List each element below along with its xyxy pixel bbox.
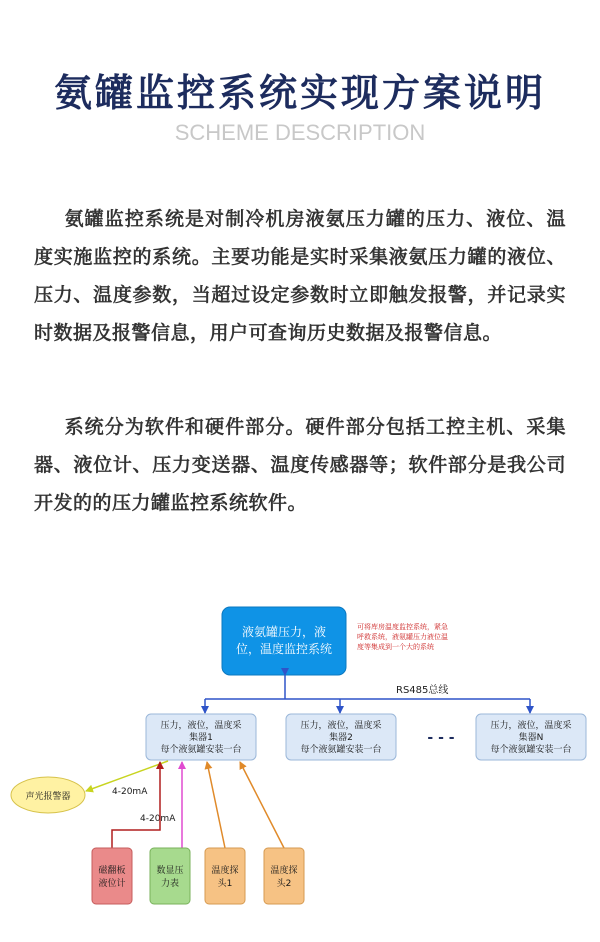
system-text: 系统分为软件和硬件部分。硬件部分包括工控主机、采集器、液位计、压力变送器、温度传感器等；软件部分是我公司开发的的压力罐监控系统软件。 (34, 416, 566, 514)
temp-probe-1-label: 头1 (217, 879, 233, 889)
intro-text: 氨罐监控系统是对制冷机房液氨压力罐的压力、液位、温度实施监控的系统。主要功能是实时采集液氨压力罐的液位、压力、温度参数，当超过设定参数时立即触发报警，并记录实时数据及报警信息，用户可查询历史数据及报警信息。 (34, 208, 566, 344)
temp-probe-2-label: 头2 (276, 879, 292, 889)
integration-note: 可将库房温度监控系统，紧急 (357, 623, 448, 631)
collector-1-label: 压力，液位，温度采 (160, 721, 242, 731)
level-meter-box (92, 848, 132, 904)
temp-probe-2-wire (240, 762, 284, 848)
temp-probe-2-label: 温度探 (270, 866, 298, 876)
system-diagram (0, 595, 600, 942)
level-meter-label: 磁翻板 (98, 866, 126, 876)
collector-n-label: 每个液氨罐安装一台 (490, 745, 572, 755)
collector-2-label: 集器2 (329, 733, 353, 743)
ellipsis-dots: - - - (427, 730, 455, 746)
temp-probe-1-label: 温度探 (211, 866, 239, 876)
page-title: 氨罐监控系统实现方案说明 (53, 71, 546, 115)
temp-probe-1-box (205, 848, 245, 904)
pressure-gauge-label: 力表 (160, 879, 180, 889)
pressure-gauge-box (150, 848, 190, 904)
collector-2-label: 每个液氨罐安装一台 (300, 745, 382, 755)
pressure-gauge-label: 数显压 (156, 866, 184, 876)
collector-1-label: 集器1 (189, 733, 213, 743)
level-meter-wire (112, 762, 160, 848)
level-meter-label: 液位计 (98, 879, 126, 889)
rs485-bus-label: RS485总线 (396, 685, 449, 696)
alarm-label: 声光报警器 (25, 792, 71, 802)
integration-note: 度等集成到一个大的系统 (357, 643, 434, 651)
main-system-box (222, 607, 346, 675)
signal-label-2: 4-20mA (140, 814, 176, 824)
collector-n-label: 压力，液位，温度采 (490, 721, 572, 731)
signal-label-1: 4-20mA (112, 787, 148, 797)
page-subtitle: SCHEME DESCRIPTION (174, 120, 426, 145)
temp-probe-1-wire (207, 762, 225, 848)
collector-1-label: 每个液氨罐安装一台 (160, 745, 242, 755)
integration-note: 呼救系统，液氨罐压力液位温 (357, 633, 448, 641)
collector-n-label: 集器N (518, 733, 544, 743)
collector-2-label: 压力，液位，温度采 (300, 721, 382, 731)
main-system-label: 位，温度监控系统 (235, 642, 333, 656)
main-system-label: 液氨罐压力，液 (241, 625, 327, 639)
intro-paragraph (34, 200, 566, 352)
temp-probe-2-box (264, 848, 304, 904)
system-paragraph (34, 408, 566, 522)
